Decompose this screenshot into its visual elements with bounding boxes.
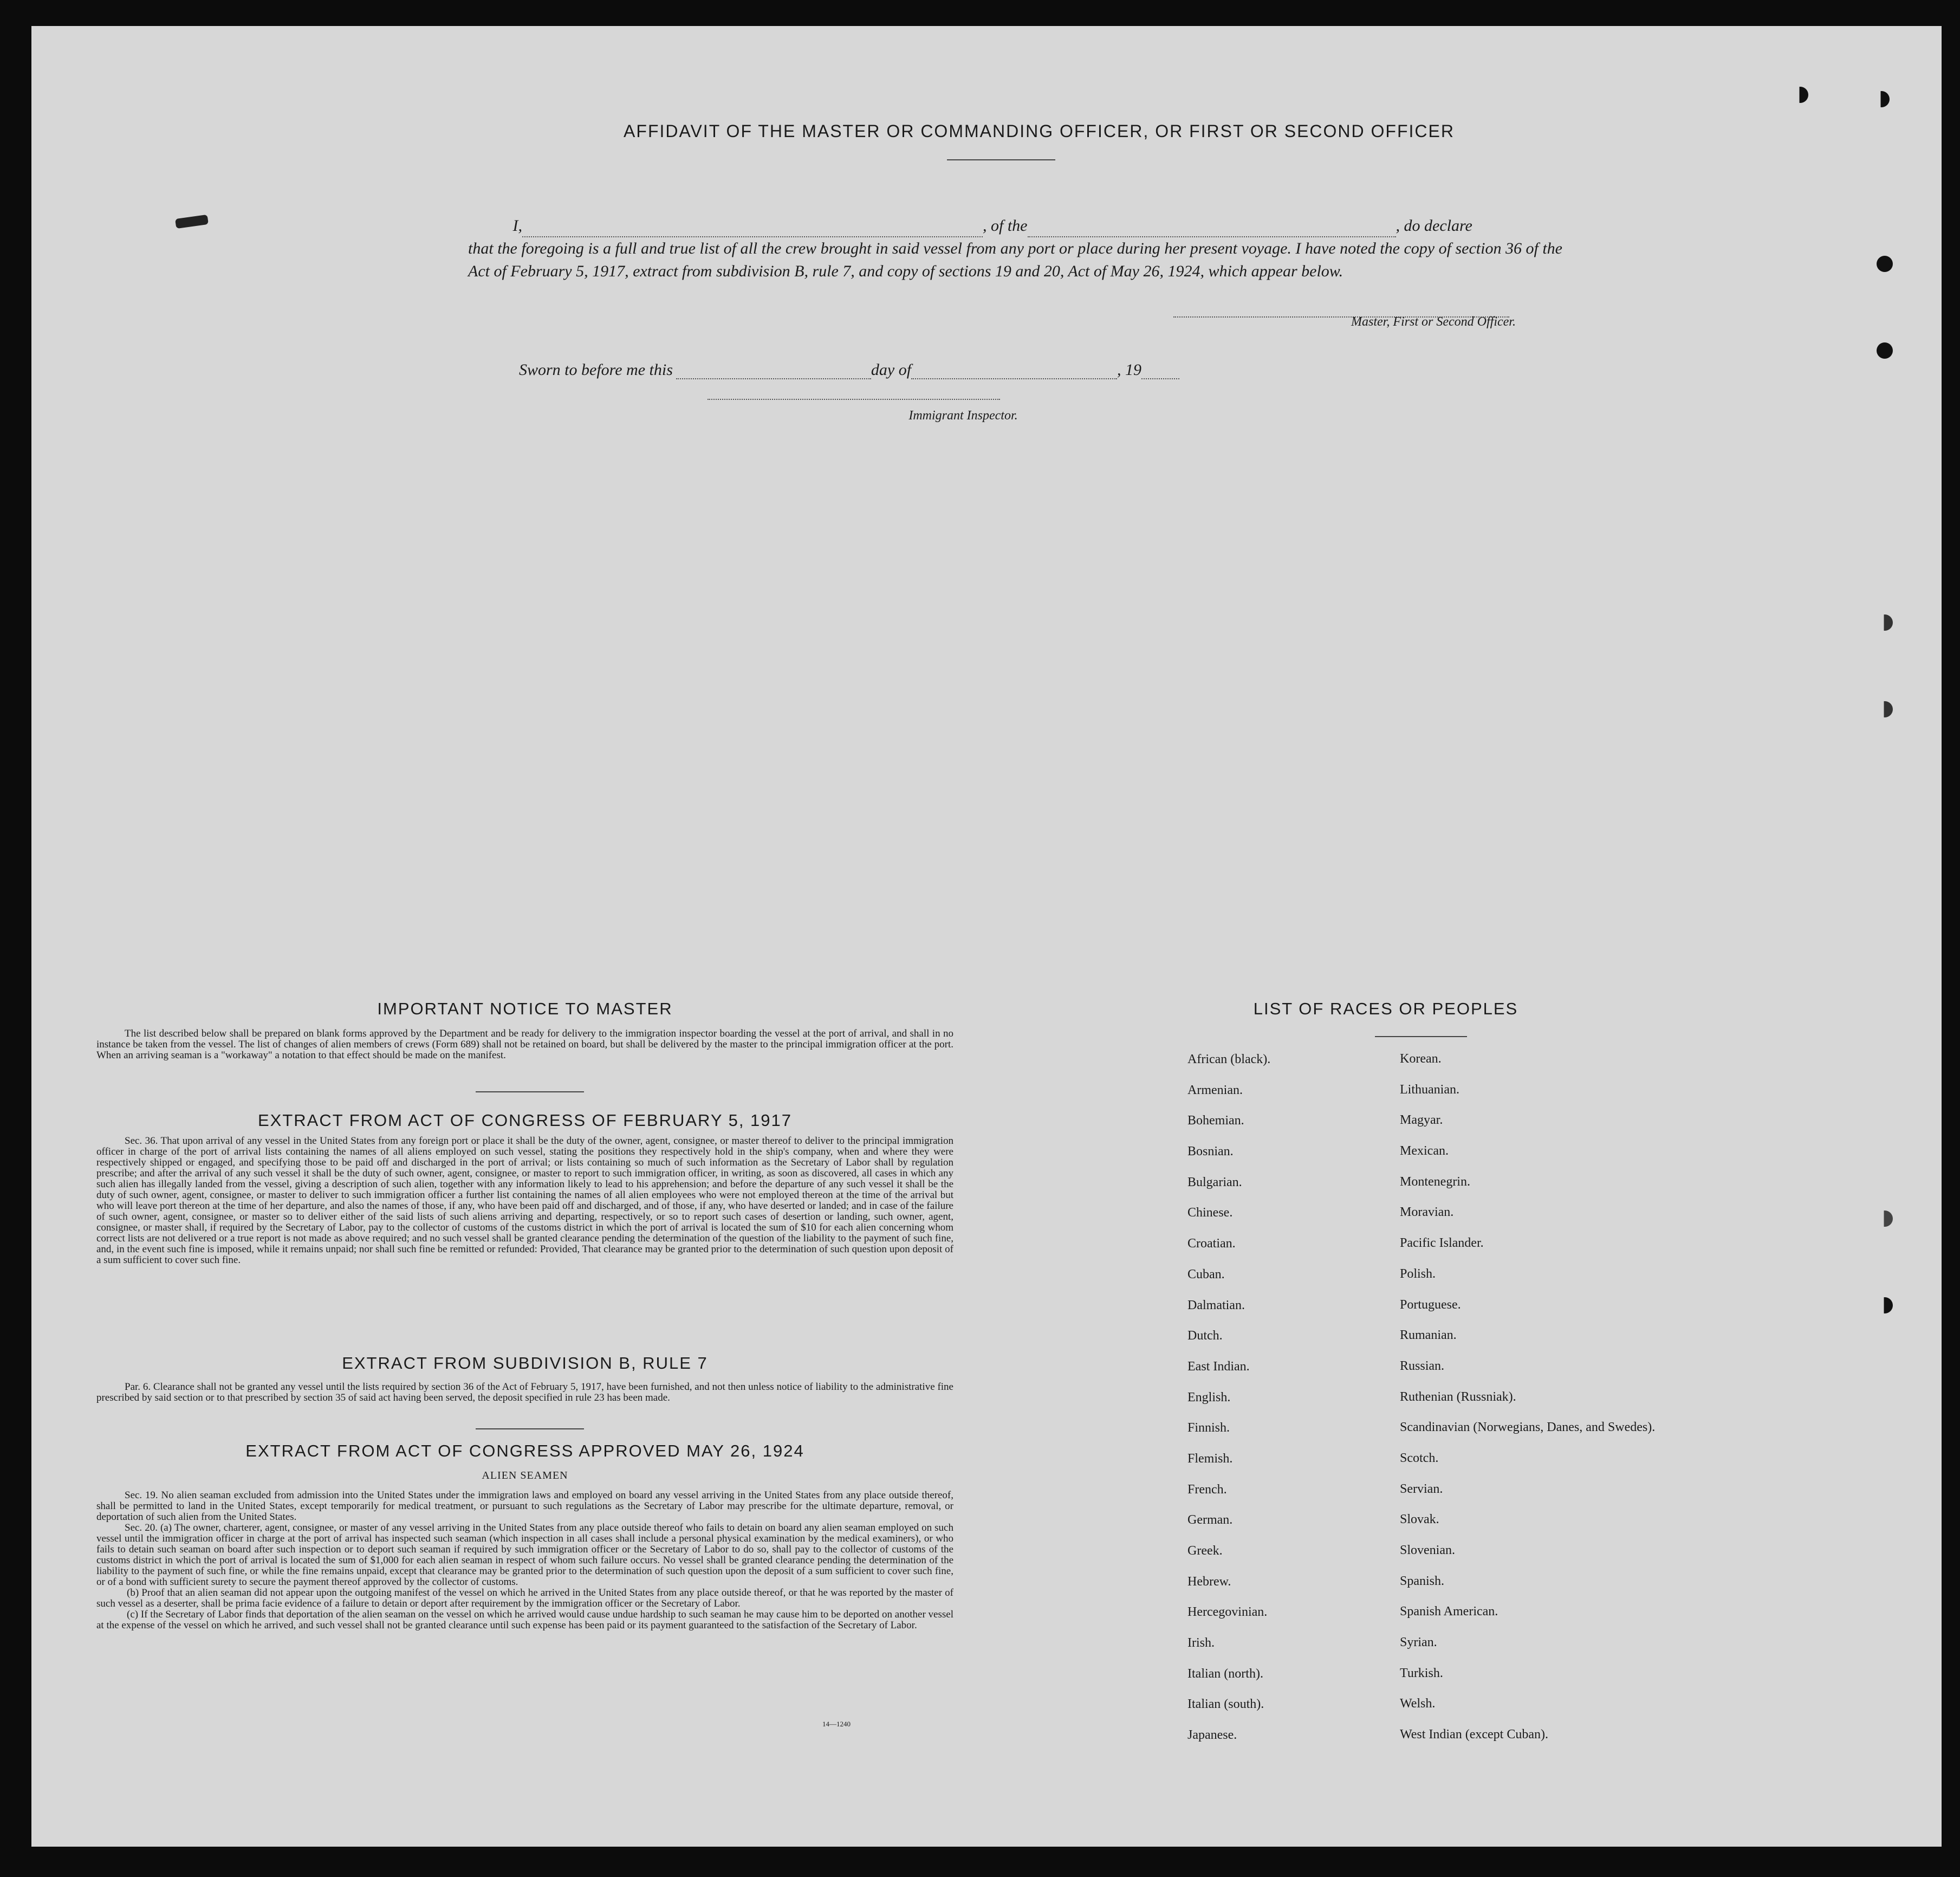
race-row bbox=[1187, 1298, 1675, 1329]
races-divider bbox=[1375, 1036, 1467, 1037]
sec20b-paragraph: (b) Proof that an alien seaman did not appear upon the outgoing manifest of the vessel on which he arrived in the United States from any place outside thereof, or that he was reported by the master of such vessel as a deserter, shall be prima facie evidence of a failure to detain or deport after requirement by the immigration officer or the Secretary of Labor. bbox=[96, 1587, 953, 1609]
affidavit-i: I, bbox=[512, 217, 522, 235]
race-row bbox=[1187, 1513, 1675, 1544]
sec20c-paragraph: (c) If the Secretary of Labor finds that deportation of the alien seaman on the vessel on which he arrived would cause undue hardship to such seaman he may cause him to be deported on another vessel at the expense of the vessel on which he arrived, and such vessel shall not be granted clearance until such expense has been paid or its payment guaranteed to the satisfaction of the Secretary of Labor. bbox=[96, 1609, 953, 1631]
race-item: Dalmatian. bbox=[1187, 1298, 1245, 1312]
affidavit-text bbox=[468, 215, 1562, 283]
sworn-year-field[interactable] bbox=[1141, 362, 1179, 379]
race-item: Flemish. bbox=[1187, 1451, 1233, 1466]
extract3-title: EXTRACT FROM ACT OF CONGRESS APPROVED MAY 26, 1924 bbox=[245, 1441, 804, 1460]
race-item: East Indian. bbox=[1187, 1359, 1250, 1374]
affidavit-declaration-line bbox=[468, 215, 1562, 237]
form-number: 14—1240 bbox=[822, 1720, 851, 1728]
vessel-blank-field[interactable] bbox=[1028, 220, 1396, 237]
race-item: Moravian. bbox=[1400, 1205, 1454, 1220]
race-item: German. bbox=[1187, 1513, 1233, 1528]
race-row bbox=[1187, 1175, 1675, 1206]
race-item: Rumanian. bbox=[1400, 1328, 1457, 1343]
race-item: Turkish. bbox=[1400, 1666, 1443, 1680]
race-item: Spanish. bbox=[1400, 1574, 1445, 1588]
title-divider bbox=[947, 159, 1055, 160]
punch-hole-mark bbox=[1792, 87, 1808, 103]
race-item: Welsh. bbox=[1400, 1697, 1436, 1711]
extract1-title: EXTRACT FROM ACT OF CONGRESS OF FEBRUARY 5, 1917 bbox=[257, 1111, 793, 1130]
notice-paragraph: The list described below shall be prepared on blank forms approved by the Department and be ready for delivery to the immigration inspector boarding the vessel at the port of arrival, and shall in no instance be taken from the vessel. The list of changes of alien members of crews (Form 689) shall not be retained on board, but shall be delivered by the master to the principal immigration officer at the port. When an arriving seaman is a "workaway" a notation to that effect should be made on the manifest. bbox=[96, 1028, 953, 1061]
sworn-month-field[interactable] bbox=[911, 362, 1117, 379]
alien-seamen-subtitle: ALIEN SEAMEN bbox=[482, 1470, 568, 1481]
extract3-text bbox=[96, 1490, 953, 1631]
race-item: Mexican. bbox=[1400, 1144, 1449, 1158]
notice-title: IMPORTANT NOTICE TO MASTER bbox=[377, 999, 673, 1018]
race-item: Armenian. bbox=[1187, 1083, 1243, 1097]
race-item: Servian. bbox=[1400, 1481, 1443, 1496]
affidavit-statement: that the foregoing is a full and true list of all the crew brought in said vessel from any port or place during her present voyage. I have noted the copy of section 36 of the Act of February 5, 1917, extract from subdivision B, rule 7, and copy of sections 19 and 20, Act of May 26, 1924, which appear below. bbox=[468, 240, 1562, 280]
race-item: Portuguese. bbox=[1400, 1297, 1461, 1312]
race-item: Hercegovinian. bbox=[1187, 1605, 1268, 1620]
race-row bbox=[1187, 1390, 1675, 1421]
races-list bbox=[1187, 1052, 1675, 1759]
race-row bbox=[1187, 1206, 1675, 1237]
race-item: English. bbox=[1187, 1390, 1231, 1404]
race-item: Slovak. bbox=[1400, 1512, 1439, 1527]
race-item: African (black). bbox=[1187, 1052, 1271, 1066]
race-row bbox=[1187, 1636, 1675, 1667]
race-row bbox=[1187, 1697, 1675, 1728]
affidavit-of-the: , of the bbox=[983, 217, 1028, 235]
race-row bbox=[1187, 1114, 1675, 1144]
sec20a-paragraph: Sec. 20. (a) The owner, charterer, agent, consignee, or master of any vessel arriving in the United States from any place outside thereof who fails to detain on board any alien seaman employed on such vessel until the immigration officer in charge at the port of arrival has inspected such seaman (which inspection in all cases shall include a personal physical examination by the medical examiners), or who fails to detain such seaman on board after such inspection or to deport such seaman if required by such immigration officer or the Secretary of Labor to do so, shall pay to the collector of customs of the customs district in which the port of arrival is located the sum of $1,000 for each alien seaman in respect of whom such failure occurs. No vessel shall be granted clearance pending the determination of the liability to the payment of such fine, or while the fine remains unpaid, except that clearance may be granted prior to the determination of such question upon the deposit of a sum sufficient to cover such fine, or of a bond with sufficient surety to secure the payment thereof approved by the collector of customs. bbox=[96, 1522, 953, 1588]
punch-hole-mark bbox=[1877, 701, 1893, 717]
race-item: Croatian. bbox=[1187, 1237, 1236, 1251]
sworn-day-of: day of bbox=[871, 361, 912, 379]
inspector-label: Immigrant Inspector. bbox=[908, 409, 1018, 423]
race-row bbox=[1187, 1237, 1675, 1267]
race-item: Cuban. bbox=[1187, 1267, 1225, 1281]
race-item: Russian. bbox=[1400, 1358, 1445, 1373]
extract1-text bbox=[96, 1136, 953, 1266]
race-row bbox=[1187, 1329, 1675, 1360]
race-item: Dutch. bbox=[1187, 1329, 1223, 1343]
extract1-paragraph: Sec. 36. That upon arrival of any vessel in the United States from any foreign port or place it shall be the duty of the owner, agent, consignee, or master thereof to deliver to the principal immigration officer in charge of the port of arrival lists containing the names of all aliens employed on such vessel, stating the positions they respectively hold in the ship's company, when and where they were respectively shipped or engaged, and specifying those to be paid off and discharged in the port of arrival; or lists containing so much of such information as the Secretary of Labor shall by regulation prescribe; and after the arrival of any such vessel it shall be the duty of such owner, agent, consignee, or master to report to such immigration officer, in writing, as soon as discovered, all cases in which any such alien has illegally landed from the vessel, giving a description of such alien, together with any information likely to lead to his apprehension; and before the departure of any such vessel it shall be the duty of such owner, agent, consignee, or master to deliver to such immigration officer a further list containing the names of all alien employees who were not employed thereon at the time of the arrival but who will leave port thereon at the time of her departure, and also the names of those, if any, who have been paid off and discharged, and of those, if any, who have deserted or landed; and in case of the failure of such owner, agent, consignee, or master so to deliver either of the said lists of such aliens arriving and departing, respectively, or so to report such cases of desertion or landing, such owner, agent, consignee, or master shall, if required by the Secretary of Labor, pay to the collector of customs of the customs district in which the port of arrival is located the sum of $10 for each alien concerning whom correct lists are not delivered or a true report is not made as above required; and no such vessel shall be granted clearance pending the determination of the question of the liability to the payment of such fine, and, in the event such fine is imposed, while it remains unpaid; nor shall such fine be remitted or refunded: Provided, That clearance may be granted prior to the determination of such question upon deposit of a sum sufficient to cover such fine. bbox=[96, 1135, 953, 1266]
punch-hole-mark bbox=[1877, 1211, 1893, 1227]
affidavit-declare: , do declare bbox=[1396, 217, 1472, 235]
race-item: Hebrew. bbox=[1187, 1574, 1231, 1589]
race-item: Syrian. bbox=[1400, 1635, 1437, 1650]
extract2-divider bbox=[476, 1428, 584, 1429]
notice-divider bbox=[476, 1091, 584, 1092]
race-item: Montenegrin. bbox=[1400, 1174, 1470, 1189]
race-row bbox=[1187, 1605, 1675, 1636]
race-item: Scotch. bbox=[1400, 1451, 1439, 1465]
race-row bbox=[1187, 1667, 1675, 1698]
race-item: Greek. bbox=[1187, 1544, 1223, 1558]
race-item: Italian (north). bbox=[1187, 1666, 1263, 1681]
race-item: Lithuanian. bbox=[1400, 1082, 1459, 1097]
document-page bbox=[31, 26, 1942, 1847]
race-row bbox=[1187, 1267, 1675, 1298]
race-item: Spanish American. bbox=[1400, 1604, 1498, 1619]
race-item: Pacific Islander. bbox=[1400, 1236, 1484, 1251]
sworn-line bbox=[519, 361, 1332, 379]
race-row bbox=[1187, 1052, 1675, 1083]
race-item: Chinese. bbox=[1187, 1206, 1233, 1220]
race-row bbox=[1187, 1452, 1675, 1483]
sworn-text: Sworn to before me this bbox=[519, 361, 673, 379]
race-item: Ruthenian (Russniak). bbox=[1400, 1389, 1516, 1404]
punch-hole bbox=[1877, 342, 1893, 359]
race-item: Polish. bbox=[1400, 1266, 1436, 1281]
race-item: Scandinavian (Norwegians, Danes, and Swedes). bbox=[1400, 1420, 1656, 1435]
race-item: Italian (south). bbox=[1187, 1697, 1264, 1712]
punch-hole-mark bbox=[1873, 91, 1890, 107]
extract2-paragraph: Par. 6. Clearance shall not be granted any vessel until the lists required by section 36 of the Act of February 5, 1917, have been furnished, and not then unless notice of liability to the administrative fine prescribed by said section or to that prescribed by section 35 of said act having been served, the deposit specified in rule 23 has been made. bbox=[96, 1381, 953, 1403]
race-item: Magyar. bbox=[1400, 1113, 1443, 1128]
race-item: Slovenian. bbox=[1400, 1543, 1455, 1557]
sworn-day-field[interactable] bbox=[676, 362, 871, 379]
punch-hole-mark bbox=[1877, 614, 1893, 631]
race-row bbox=[1187, 1483, 1675, 1513]
race-row bbox=[1187, 1728, 1675, 1759]
extract2-text bbox=[96, 1382, 953, 1403]
race-row bbox=[1187, 1421, 1675, 1452]
sworn-year-prefix: , 19 bbox=[1117, 361, 1142, 379]
race-row bbox=[1187, 1544, 1675, 1575]
inspector-signature-line[interactable] bbox=[708, 399, 1000, 400]
name-blank-field[interactable] bbox=[522, 220, 983, 237]
race-item: Bohemian. bbox=[1187, 1114, 1244, 1128]
sec19-paragraph: Sec. 19. No alien seaman excluded from admission into the United States under the immigration laws and employed on board any vessel arriving in the United States from any place outside thereof, shall be permitted to land in the United States, except temporarily for medical treatment, or pursuant to such regulations as the Secretary of Labor may prescribe for the ultimate departure, removal, or deportation of such alien from the United States. bbox=[96, 1490, 953, 1523]
race-item: Bosnian. bbox=[1187, 1144, 1234, 1159]
punch-hole-mark bbox=[1877, 1297, 1893, 1313]
race-row bbox=[1187, 1575, 1675, 1606]
extract2-title: EXTRACT FROM SUBDIVISION B, RULE 7 bbox=[342, 1354, 708, 1373]
race-item: Irish. bbox=[1187, 1636, 1215, 1651]
signature-label: Master, First or Second Officer. bbox=[1351, 315, 1516, 329]
affidavit-title: AFFIDAVIT OF THE MASTER OR COMMANDING OFFICER, OR FIRST OR SECOND OFFICER bbox=[624, 121, 1455, 141]
race-item: Finnish. bbox=[1187, 1421, 1230, 1435]
races-title: LIST OF RACES OR PEOPLES bbox=[1253, 999, 1518, 1018]
race-row bbox=[1187, 1144, 1675, 1175]
race-item: French. bbox=[1187, 1482, 1227, 1497]
race-item: Bulgarian. bbox=[1187, 1175, 1242, 1189]
ink-smudge bbox=[175, 215, 209, 229]
punch-hole bbox=[1877, 256, 1893, 272]
race-item: Japanese. bbox=[1187, 1728, 1237, 1743]
race-item: Korean. bbox=[1400, 1052, 1442, 1066]
race-row bbox=[1187, 1083, 1675, 1114]
notice-text bbox=[96, 1028, 953, 1061]
race-row bbox=[1187, 1360, 1675, 1390]
race-item: West Indian (except Cuban). bbox=[1400, 1727, 1548, 1742]
